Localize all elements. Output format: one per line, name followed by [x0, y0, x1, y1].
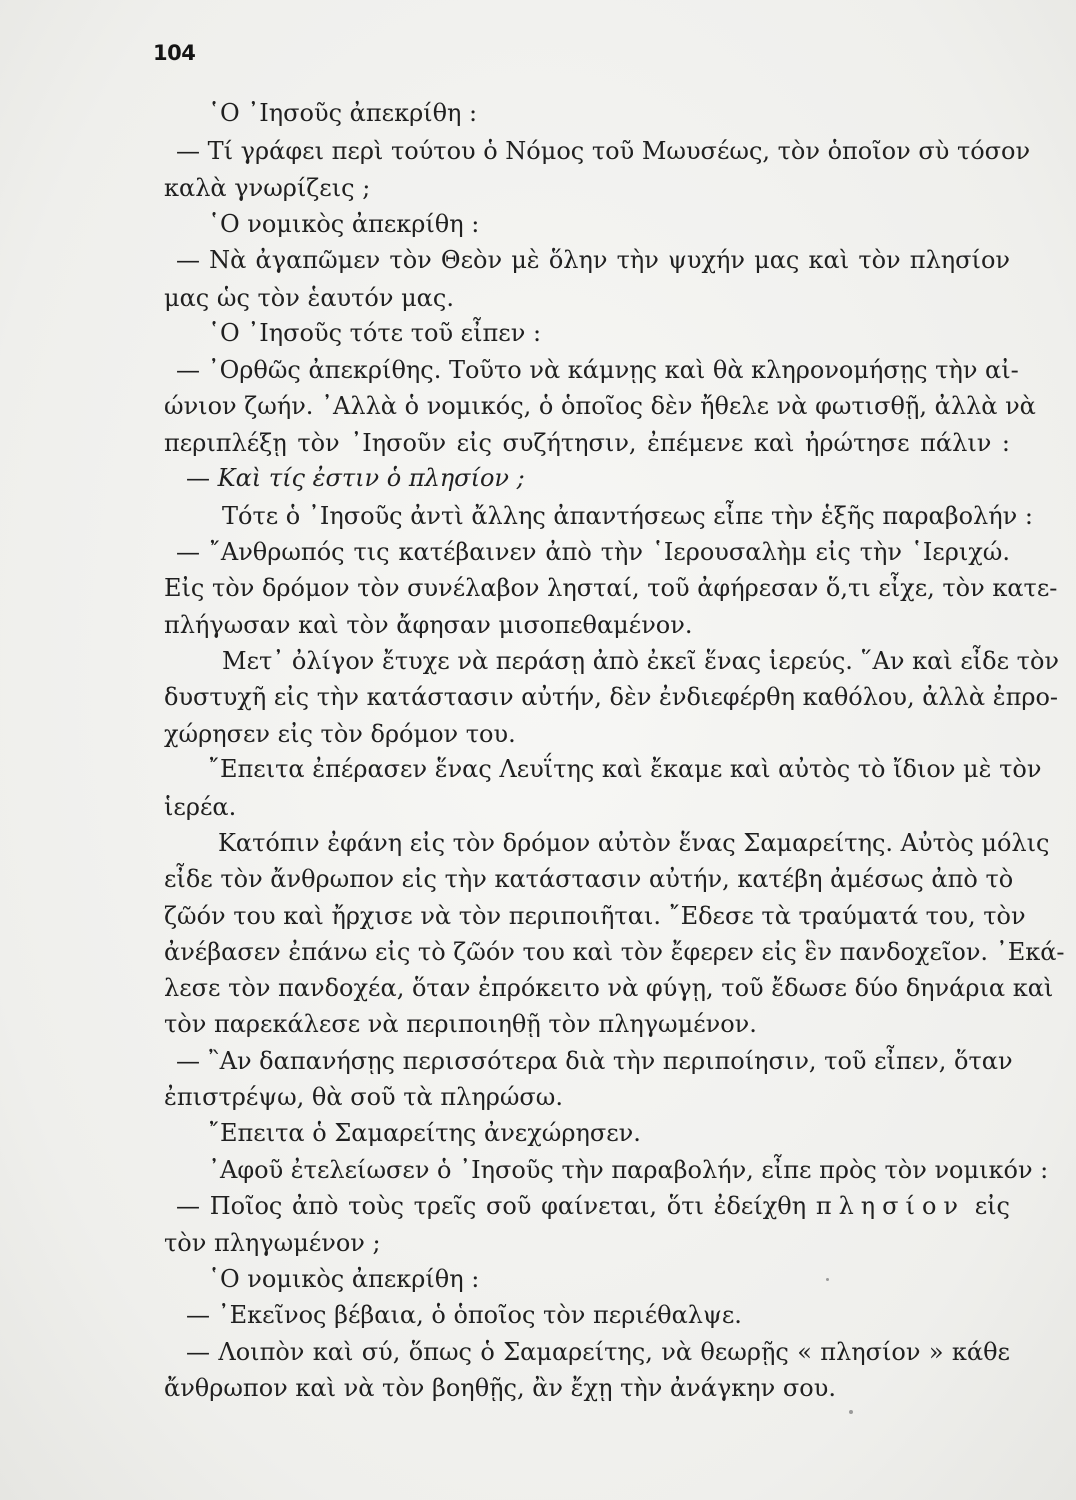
- text-line: Εἰς τὸν δρόμον τὸν συνέλαβον λησταί, τοῦ ἀφήρεσαν ὅ,τι εἶχε, τὸν κατε-: [164, 574, 1058, 602]
- text-line: χώρησεν εἰς τὸν δρόμον του.: [164, 720, 516, 748]
- text-line: — ῎Ανθρωπός τις κατέβαινεν ἀπὸ τὴν ῾Ιερουσαλὴμ εἰς τὴν ῾Ιεριχώ.: [176, 538, 1010, 566]
- page-number: 104: [153, 41, 196, 65]
- text-line: τὸν πληγωμένον ;: [164, 1229, 381, 1257]
- text-line: καλὰ γνωρίζεις ;: [164, 174, 371, 202]
- text-line: ῾Ο ᾿Ιησοῦς ἀπεκρίθη :: [208, 99, 478, 127]
- text-line: — ᾿Εκεῖνος βέβαια, ὁ ὁποῖος τὸν περιέθαλψε.: [186, 1301, 742, 1329]
- dash: —: [186, 464, 218, 492]
- text-line: λεσε τὸν πανδοχέα, ὅταν ἐπρόκειτο νὰ φύγῃ, τοῦ ἔδωσε δύο δηνάρια καὶ: [164, 974, 1054, 1002]
- text-segment: εἰς: [965, 1192, 1010, 1220]
- text-line: τὸν παρεκάλεσε νὰ περιποιηθῇ τὸν πληγωμένον.: [164, 1010, 757, 1038]
- text-line: πλήγωσαν καὶ τὸν ἄφησαν μισοπεθαμένον.: [164, 611, 693, 639]
- text-line: ῾Ο νομικὸς ἀπεκρίθη :: [208, 1265, 480, 1293]
- text-line: ώνιον ζωήν. ᾿Αλλὰ ὁ νομικός, ὁ ὁποῖος δὲν ἤθελε νὰ φωτισθῇ, ἀλλὰ νὰ: [164, 392, 1036, 420]
- text-line: Τότε ὁ ᾿Ιησοῦς ἀντὶ ἄλλης ἀπαντήσεως εἶπε τὴν ἑξῆς παραβολήν :: [222, 502, 1033, 530]
- print-speck: [826, 1278, 829, 1281]
- text-line: ἀνέβασεν ἐπάνω εἰς τὸ ζῶόν του καὶ τὸν ἔφερεν εἰς ἓν πανδοχεῖον. ᾿Εκά-: [164, 938, 1065, 966]
- text-line: μας ὡς τὸν ἑαυτόν μας.: [164, 284, 454, 312]
- print-speck: [849, 1410, 853, 1414]
- text-line: — ῍Αν δαπανήσῃς περισσότερα διὰ τὴν περιποίησιν, τοῦ εἶπεν, ὅταν: [176, 1047, 1013, 1075]
- text-line-question: [186, 463, 525, 493]
- text-line: ᾿Αφοῦ ἐτελείωσεν ὁ ᾿Ιησοῦς τὴν παραβολήν, εἶπε πρὸς τὸν νομικόν :: [208, 1156, 1049, 1184]
- text-line: Μετ᾿ ὀλίγον ἔτυχε νὰ περάσῃ ἀπὸ ἐκεῖ ἕνας ἱερεύς. ῞Αν καὶ εἶδε τὸν: [222, 647, 1059, 675]
- text-line-spaced: [176, 1191, 1010, 1221]
- text-line: ῎Επειτα ἐπέρασεν ἕνας Λευΐτης καὶ ἔκαμε καὶ αὐτὸς τὸ ἴδιον μὲ τὸν: [208, 755, 1042, 783]
- text-segment: — Ποῖος ἀπὸ τοὺς τρεῖς σοῦ φαίνεται, ὅτι ἐδείχθη: [176, 1192, 816, 1220]
- text-line: ῾Ο νομικὸς ἀπεκρίθη :: [208, 210, 480, 238]
- text-line: ῎Επειτα ὁ Σαμαρείτης ἀνεχώρησεν.: [208, 1119, 641, 1147]
- text-line: — Λοιπὸν καὶ σύ, ὅπως ὁ Σαμαρείτης, νὰ θεωρῇς « πλησίον » κάθε: [186, 1338, 1010, 1366]
- italic-question: Καὶ τίς ἐστιν ὁ πλησίον ;: [217, 464, 525, 492]
- text-line: — ᾿Ορθῶς ἀπεκρίθης. Τοῦτο νὰ κάμνῃς καὶ θὰ κληρονομήσῃς τὴν αἰ-: [176, 356, 1019, 384]
- text-line: ῾Ο ᾿Ιησοῦς τότε τοῦ εἶπεν :: [208, 319, 542, 347]
- text-line: δυστυχῆ εἰς τὴν κατάστασιν αὐτήν, δὲν ἐνδιεφέρθη καθόλου, ἀλλὰ ἐπρο-: [164, 683, 1059, 711]
- text-line: ἐπιστρέψω, θὰ σοῦ τὰ πληρώσω.: [164, 1083, 563, 1111]
- text-line: — Νὰ ἀγαπῶμεν τὸν Θεὸν μὲ ὅλην τὴν ψυχήν μας καὶ τὸν πλησίον: [176, 246, 1010, 274]
- text-line: ἄνθρωπον καὶ νὰ τὸν βοηθῇς, ἂν ἔχῃ τὴν ἀνάγκην σου.: [164, 1374, 836, 1402]
- text-line: — Τί γράφει περὶ τούτου ὁ Νόμος τοῦ Μωυσέως, τὸν ὁποῖον σὺ τόσον: [176, 137, 1031, 165]
- text-line: εἶδε τὸν ἄνθρωπον εἰς τὴν κατάστασιν αὐτήν, κατέβη ἀμέσως ἀπὸ τὸ: [164, 865, 1014, 893]
- text-line: ἱερέα.: [164, 793, 237, 821]
- spaced-word: πλησίον: [815, 1192, 966, 1220]
- text-line: ζῶόν του καὶ ἤρχισε νὰ τὸν περιποιῆται. ῎Εδεσε τὰ τραύματά του, τὸν: [164, 902, 1026, 930]
- text-line: Κατόπιν ἐφάνη εἰς τὸν δρόμον αὐτὸν ἕνας Σαμαρείτης. Αὐτὸς μόλις: [218, 829, 1050, 857]
- text-line: περιπλέξῃ τὸν ᾿Ιησοῦν εἰς συζήτησιν, ἐπέμενε καὶ ἠρώτησε πάλιν :: [164, 429, 1010, 457]
